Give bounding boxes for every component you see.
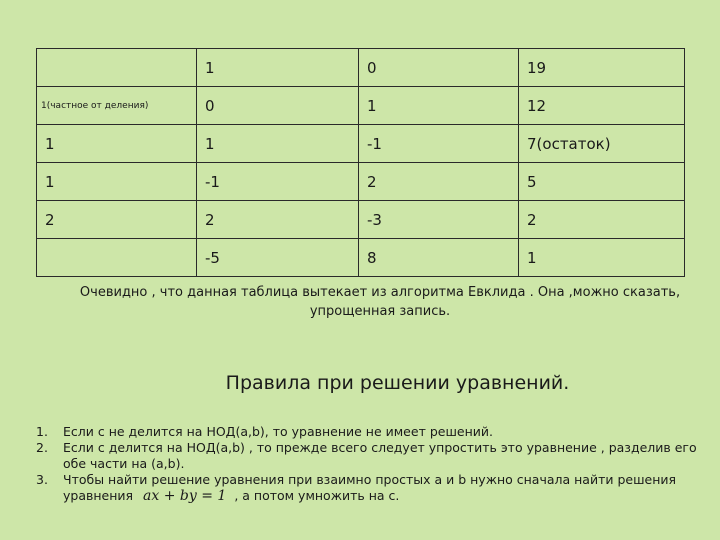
table-cell: 2 xyxy=(519,201,685,239)
table-row xyxy=(37,201,685,239)
table-cell: 2 xyxy=(359,163,519,201)
table-cell: -3 xyxy=(359,201,519,239)
table-cell xyxy=(37,49,197,87)
rule-text: , а потом умножить на с. xyxy=(234,488,400,503)
table-row xyxy=(37,49,685,87)
table-cell: 1 xyxy=(359,87,519,125)
table-cell: 12 xyxy=(519,87,685,125)
table-cell: 1 xyxy=(197,125,359,163)
table-row xyxy=(37,87,685,125)
table-cell: -1 xyxy=(197,163,359,201)
table-cell: 1 xyxy=(197,49,359,87)
equation-formula: ax + by = 1 xyxy=(143,488,227,504)
table-cell: 1(частное от деления) xyxy=(37,87,197,125)
table-cell: 19 xyxy=(519,49,685,87)
table-cell: 8 xyxy=(359,239,519,277)
table-cell: 0 xyxy=(359,49,519,87)
list-item xyxy=(24,424,714,440)
rule-text: Если с делится на НОД(a,b) , то прежде всего следует упростить это уравнение , разделив его обе части на (a,b). xyxy=(63,440,697,471)
euclid-table xyxy=(36,48,685,277)
table-explanation: Очевидно , что данная таблица вытекает из алгоритма Евклида . Она ,можно сказать, упрощенная запись. xyxy=(79,285,681,319)
list-number: 3. xyxy=(36,472,48,487)
table-cell: 2 xyxy=(197,201,359,239)
section-heading: Правила при решении уравнений. xyxy=(225,372,570,394)
table-cell: -5 xyxy=(197,239,359,277)
table-cell: 0 xyxy=(197,87,359,125)
list-item xyxy=(24,472,714,504)
list-number: 1. xyxy=(36,424,48,439)
table-cell: -1 xyxy=(359,125,519,163)
table-cell: 1 xyxy=(37,163,197,201)
table-cell: 2 xyxy=(37,201,197,239)
table-cell: 1 xyxy=(37,125,197,163)
table-cell: 7(остаток) xyxy=(519,125,685,163)
table-cell: 5 xyxy=(519,163,685,201)
rule-text: Если с не делится на НОД(a,b), то уравнение не имеет решений. xyxy=(63,424,493,439)
rule-text: Чтобы найти решение уравнения при взаимно простых a и b нужно сначала найти решения уравнения xyxy=(63,472,677,503)
table-row xyxy=(37,239,685,277)
table-row xyxy=(37,163,685,201)
list-number: 2. xyxy=(36,440,48,455)
rules-list xyxy=(24,424,714,504)
list-item xyxy=(24,440,714,472)
table-cell: 1 xyxy=(519,239,685,277)
table-cell xyxy=(37,239,197,277)
table-row xyxy=(37,125,685,163)
